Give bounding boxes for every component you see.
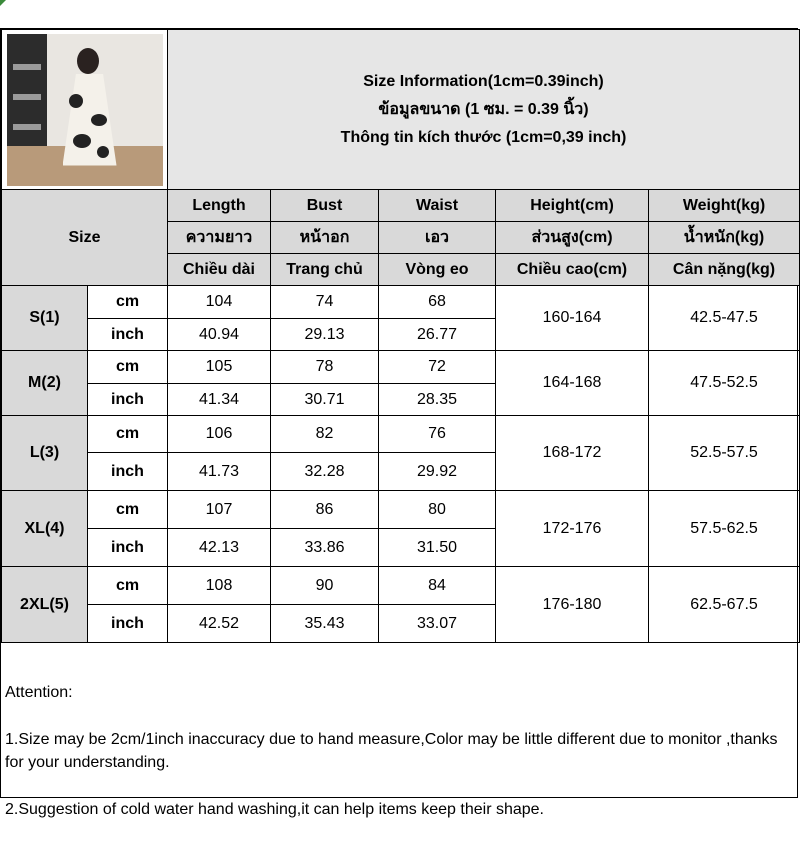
bust-value: 32.28 — [271, 453, 379, 491]
weight-range: 62.5-67.5 — [649, 567, 800, 643]
waist-value: 26.77 — [379, 319, 496, 351]
col-weight-en: Weight(kg) — [649, 190, 800, 222]
bust-value: 35.43 — [271, 605, 379, 643]
model-in-dress-image — [7, 34, 163, 186]
unit-label: inch — [88, 384, 168, 416]
size-row — [2, 491, 800, 529]
waist-value: 29.92 — [379, 453, 496, 491]
col-bust-th: หน้าอก — [271, 222, 379, 254]
col-bust-en: Bust — [271, 190, 379, 222]
bust-value: 74 — [271, 286, 379, 319]
weight-range: 47.5-52.5 — [649, 351, 800, 416]
bust-value: 86 — [271, 491, 379, 529]
col-height-th: ส่วนสูง(cm) — [496, 222, 649, 254]
col-height-en: Height(cm) — [496, 190, 649, 222]
unit-label: cm — [88, 416, 168, 453]
length-value: 41.34 — [168, 384, 271, 416]
col-waist-en: Waist — [379, 190, 496, 222]
attention-notes — [1, 655, 797, 847]
height-range: 172-176 — [496, 491, 649, 567]
size-name: M(2) — [2, 351, 88, 416]
size-name: 2XL(5) — [2, 567, 88, 643]
col-length-en: Length — [168, 190, 271, 222]
waist-value: 72 — [379, 351, 496, 384]
size-name: S(1) — [2, 286, 88, 351]
size-name: XL(4) — [2, 491, 88, 567]
col-waist-th: เอว — [379, 222, 496, 254]
height-range: 164-168 — [496, 351, 649, 416]
size-info-title — [168, 30, 800, 190]
col-length-vi: Chiều dài — [168, 254, 271, 286]
col-height-vi: Chiều cao(cm) — [496, 254, 649, 286]
size-name: L(3) — [2, 416, 88, 491]
bust-value: 82 — [271, 416, 379, 453]
attention-note-2: 2.Suggestion of cold water hand washing,it can help items keep their shape. — [5, 801, 544, 818]
weight-range: 42.5-47.5 — [649, 286, 800, 351]
col-weight-vi: Cân nặng(kg) — [649, 254, 800, 286]
size-table — [1, 29, 800, 643]
length-value: 42.52 — [168, 605, 271, 643]
size-header: Size — [2, 190, 168, 286]
corner-mark — [0, 0, 6, 6]
title-en: Size Information(1cm=0.39inch) — [363, 72, 604, 90]
size-chart — [0, 28, 798, 818]
title-vi: Thông tin kích thước (1cm=0,39 inch) — [340, 128, 627, 146]
height-range: 168-172 — [496, 416, 649, 491]
bust-value: 33.86 — [271, 529, 379, 567]
length-value: 106 — [168, 416, 271, 453]
length-value: 40.94 — [168, 319, 271, 351]
length-value: 41.73 — [168, 453, 271, 491]
height-range: 176-180 — [496, 567, 649, 643]
col-bust-vi: Trang chủ — [271, 254, 379, 286]
col-weight-th: น้ำหนัก(kg) — [649, 222, 800, 254]
unit-label: inch — [88, 605, 168, 643]
unit-label: cm — [88, 286, 168, 319]
size-row — [2, 567, 800, 605]
length-value: 105 — [168, 351, 271, 384]
length-value: 104 — [168, 286, 271, 319]
waist-value: 33.07 — [379, 605, 496, 643]
height-range: 160-164 — [496, 286, 649, 351]
weight-range: 57.5-62.5 — [649, 491, 800, 567]
weight-range: 52.5-57.5 — [649, 416, 800, 491]
product-photo — [2, 30, 168, 190]
size-row — [2, 416, 800, 453]
unit-label: inch — [88, 529, 168, 567]
length-value: 108 — [168, 567, 271, 605]
unit-label: cm — [88, 491, 168, 529]
size-row — [2, 351, 800, 384]
waist-value: 76 — [379, 416, 496, 453]
waist-value: 84 — [379, 567, 496, 605]
waist-value: 28.35 — [379, 384, 496, 416]
bust-value: 90 — [271, 567, 379, 605]
unit-label: inch — [88, 453, 168, 491]
col-waist-vi: Vòng eo — [379, 254, 496, 286]
bust-value: 29.13 — [271, 319, 379, 351]
waist-value: 68 — [379, 286, 496, 319]
attention-note-1: 1.Size may be 2cm/1inch inaccuracy due to hand measure,Color may be little different due to monitor ,thanks for your understanding. — [5, 730, 778, 771]
col-length-th: ความยาว — [168, 222, 271, 254]
attention-heading: Attention: — [5, 683, 73, 701]
unit-label: inch — [88, 319, 168, 351]
unit-label: cm — [88, 351, 168, 384]
bust-value: 78 — [271, 351, 379, 384]
length-value: 42.13 — [168, 529, 271, 567]
unit-label: cm — [88, 567, 168, 605]
title-th: ข้อมูลขนาด (1 ซม. = 0.39 นิ้ว) — [378, 100, 589, 118]
length-value: 107 — [168, 491, 271, 529]
bust-value: 30.71 — [271, 384, 379, 416]
size-row — [2, 286, 800, 319]
waist-value: 80 — [379, 491, 496, 529]
waist-value: 31.50 — [379, 529, 496, 567]
